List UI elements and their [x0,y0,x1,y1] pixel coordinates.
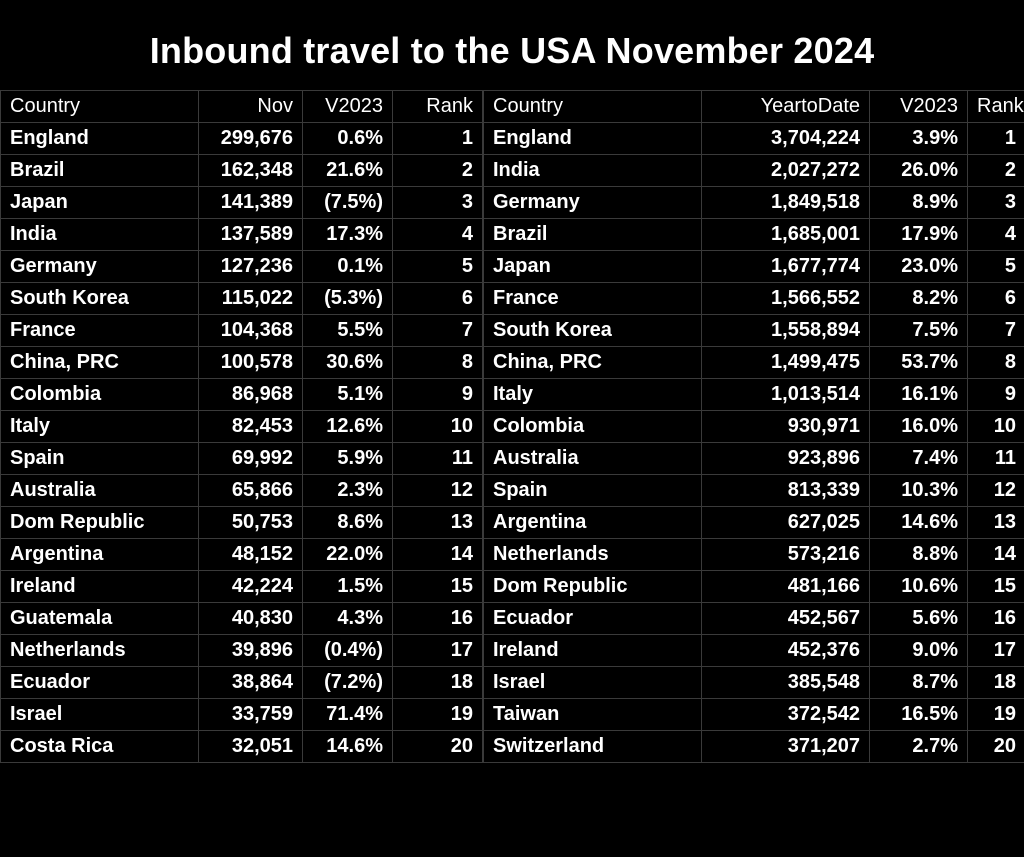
cell-variance: 12.6% [303,411,393,443]
cell-value: 86,968 [199,379,303,411]
column-header-rank: Rank [968,91,1024,123]
cell-value: 1,849,518 [702,187,870,219]
table-row [484,379,1024,411]
cell-rank: 18 [393,667,483,699]
cell-value: 452,567 [702,603,870,635]
cell-rank: 14 [393,539,483,571]
cell-value: 372,542 [702,699,870,731]
tables-container [0,90,1024,763]
cell-rank: 5 [968,251,1024,283]
cell-country: Guatemala [1,603,199,635]
cell-country: Argentina [1,539,199,571]
cell-country: England [484,123,702,155]
table-row [1,571,483,603]
cell-rank: 17 [393,635,483,667]
cell-rank: 7 [968,315,1024,347]
cell-value: 385,548 [702,667,870,699]
table-row [1,635,483,667]
column-header-yeartodate: YeartoDate [702,91,870,123]
cell-country: England [1,123,199,155]
cell-value: 813,339 [702,475,870,507]
cell-variance: 5.6% [870,603,968,635]
cell-variance: 71.4% [303,699,393,731]
cell-country: France [1,315,199,347]
cell-value: 137,589 [199,219,303,251]
table-row [484,699,1024,731]
table-row [484,731,1024,763]
cell-value: 1,013,514 [702,379,870,411]
ytd-table [483,90,1024,763]
cell-value: 32,051 [199,731,303,763]
cell-rank: 10 [968,411,1024,443]
cell-rank: 1 [968,123,1024,155]
table-row [484,347,1024,379]
table-row [484,443,1024,475]
table-row [484,315,1024,347]
cell-country: China, PRC [1,347,199,379]
cell-value: 1,685,001 [702,219,870,251]
cell-variance: (0.4%) [303,635,393,667]
cell-variance: 3.9% [870,123,968,155]
cell-variance: 8.6% [303,507,393,539]
cell-country: Israel [1,699,199,731]
cell-rank: 3 [968,187,1024,219]
cell-rank: 10 [393,411,483,443]
cell-variance: 17.9% [870,219,968,251]
cell-country: Dom Republic [484,571,702,603]
cell-variance: 30.6% [303,347,393,379]
column-header-country: Country [1,91,199,123]
table-row [1,123,483,155]
column-header-v2023: V2023 [870,91,968,123]
table-row [1,539,483,571]
cell-country: South Korea [1,283,199,315]
cell-variance: 7.5% [870,315,968,347]
cell-rank: 11 [393,443,483,475]
cell-country: Japan [484,251,702,283]
cell-rank: 15 [393,571,483,603]
cell-value: 115,022 [199,283,303,315]
cell-variance: 2.7% [870,731,968,763]
table-row [1,731,483,763]
cell-country: Taiwan [484,699,702,731]
cell-variance: 10.6% [870,571,968,603]
cell-country: France [484,283,702,315]
cell-rank: 9 [393,379,483,411]
cell-country: Ireland [484,635,702,667]
cell-value: 1,677,774 [702,251,870,283]
cell-country: Italy [484,379,702,411]
cell-rank: 20 [393,731,483,763]
table-row [484,507,1024,539]
cell-variance: 22.0% [303,539,393,571]
column-header-nov: Nov [199,91,303,123]
cell-variance: 5.9% [303,443,393,475]
cell-country: Germany [484,187,702,219]
cell-country: Spain [484,475,702,507]
table-row [1,347,483,379]
table-row [484,539,1024,571]
cell-variance: (7.2%) [303,667,393,699]
table-row [1,219,483,251]
cell-rank: 19 [968,699,1024,731]
cell-value: 50,753 [199,507,303,539]
cell-variance: 16.5% [870,699,968,731]
table-row [484,475,1024,507]
table-row [484,155,1024,187]
cell-country: Japan [1,187,199,219]
column-header-rank: Rank [393,91,483,123]
cell-variance: 14.6% [870,507,968,539]
cell-value: 141,389 [199,187,303,219]
cell-rank: 20 [968,731,1024,763]
cell-variance: 2.3% [303,475,393,507]
cell-value: 65,866 [199,475,303,507]
cell-country: Israel [484,667,702,699]
cell-value: 42,224 [199,571,303,603]
cell-variance: (7.5%) [303,187,393,219]
column-header-v2023: V2023 [303,91,393,123]
cell-country: Australia [1,475,199,507]
cell-rank: 9 [968,379,1024,411]
cell-country: Argentina [484,507,702,539]
cell-variance: 9.0% [870,635,968,667]
cell-value: 573,216 [702,539,870,571]
cell-rank: 14 [968,539,1024,571]
cell-variance: 0.6% [303,123,393,155]
cell-variance: 8.7% [870,667,968,699]
table-header-row [1,91,483,123]
cell-rank: 5 [393,251,483,283]
cell-variance: 4.3% [303,603,393,635]
cell-variance: 5.1% [303,379,393,411]
cell-variance: 16.0% [870,411,968,443]
cell-variance: 17.3% [303,219,393,251]
cell-variance: 5.5% [303,315,393,347]
table-row [484,283,1024,315]
cell-country: Costa Rica [1,731,199,763]
cell-rank: 13 [393,507,483,539]
cell-rank: 11 [968,443,1024,475]
cell-variance: 1.5% [303,571,393,603]
table-row [1,475,483,507]
table-row [1,443,483,475]
table-row [484,251,1024,283]
cell-rank: 19 [393,699,483,731]
cell-variance: 0.1% [303,251,393,283]
table-row [484,571,1024,603]
cell-rank: 7 [393,315,483,347]
cell-country: Ireland [1,571,199,603]
cell-country: Spain [1,443,199,475]
cell-variance: 8.9% [870,187,968,219]
cell-country: Dom Republic [1,507,199,539]
cell-country: Ecuador [1,667,199,699]
cell-rank: 13 [968,507,1024,539]
cell-value: 299,676 [199,123,303,155]
cell-rank: 8 [968,347,1024,379]
cell-country: Germany [1,251,199,283]
table-row [484,123,1024,155]
cell-value: 69,992 [199,443,303,475]
cell-rank: 1 [393,123,483,155]
cell-value: 452,376 [702,635,870,667]
cell-rank: 15 [968,571,1024,603]
table-row [484,219,1024,251]
cell-rank: 2 [968,155,1024,187]
cell-value: 481,166 [702,571,870,603]
cell-value: 3,704,224 [702,123,870,155]
cell-country: Netherlands [484,539,702,571]
cell-variance: 7.4% [870,443,968,475]
table-row [1,699,483,731]
cell-country: Ecuador [484,603,702,635]
cell-value: 1,499,475 [702,347,870,379]
cell-rank: 12 [968,475,1024,507]
cell-variance: 16.1% [870,379,968,411]
cell-country: Australia [484,443,702,475]
cell-variance: 14.6% [303,731,393,763]
cell-value: 1,558,894 [702,315,870,347]
table-row [484,187,1024,219]
monthly-table [0,90,483,763]
cell-country: Colombia [1,379,199,411]
cell-value: 371,207 [702,731,870,763]
cell-value: 627,025 [702,507,870,539]
cell-country: Colombia [484,411,702,443]
table-row [1,187,483,219]
cell-value: 48,152 [199,539,303,571]
cell-country: Netherlands [1,635,199,667]
cell-country: India [484,155,702,187]
cell-country: Brazil [484,219,702,251]
cell-country: Brazil [1,155,199,187]
cell-rank: 4 [968,219,1024,251]
cell-value: 104,368 [199,315,303,347]
table-row [484,667,1024,699]
cell-value: 82,453 [199,411,303,443]
cell-variance: 10.3% [870,475,968,507]
cell-value: 127,236 [199,251,303,283]
cell-variance: 21.6% [303,155,393,187]
cell-variance: 23.0% [870,251,968,283]
table-row [484,635,1024,667]
cell-value: 39,896 [199,635,303,667]
table-row [1,283,483,315]
cell-value: 930,971 [702,411,870,443]
cell-rank: 18 [968,667,1024,699]
cell-value: 923,896 [702,443,870,475]
cell-country: Italy [1,411,199,443]
cell-country: India [1,219,199,251]
cell-country: South Korea [484,315,702,347]
cell-rank: 2 [393,155,483,187]
cell-variance: 53.7% [870,347,968,379]
cell-variance: 26.0% [870,155,968,187]
table-row [1,315,483,347]
table-row [1,251,483,283]
cell-value: 40,830 [199,603,303,635]
cell-rank: 6 [393,283,483,315]
cell-variance: 8.8% [870,539,968,571]
cell-rank: 16 [968,603,1024,635]
table-row [1,603,483,635]
cell-rank: 4 [393,219,483,251]
cell-value: 100,578 [199,347,303,379]
page-title: Inbound travel to the USA November 2024 [149,30,875,71]
cell-country: China, PRC [484,347,702,379]
cell-rank: 3 [393,187,483,219]
table-row [1,155,483,187]
cell-value: 33,759 [199,699,303,731]
table-row [1,379,483,411]
table-row [1,507,483,539]
column-header-country: Country [484,91,702,123]
table-row [484,603,1024,635]
cell-variance: 8.2% [870,283,968,315]
table-row [484,411,1024,443]
cell-value: 162,348 [199,155,303,187]
cell-variance: (5.3%) [303,283,393,315]
cell-rank: 16 [393,603,483,635]
cell-rank: 8 [393,347,483,379]
cell-value: 2,027,272 [702,155,870,187]
table-row [1,667,483,699]
cell-value: 1,566,552 [702,283,870,315]
cell-rank: 17 [968,635,1024,667]
cell-rank: 12 [393,475,483,507]
cell-country: Switzerland [484,731,702,763]
table-row [1,411,483,443]
cell-rank: 6 [968,283,1024,315]
table-header-row [484,91,1024,123]
cell-value: 38,864 [199,667,303,699]
